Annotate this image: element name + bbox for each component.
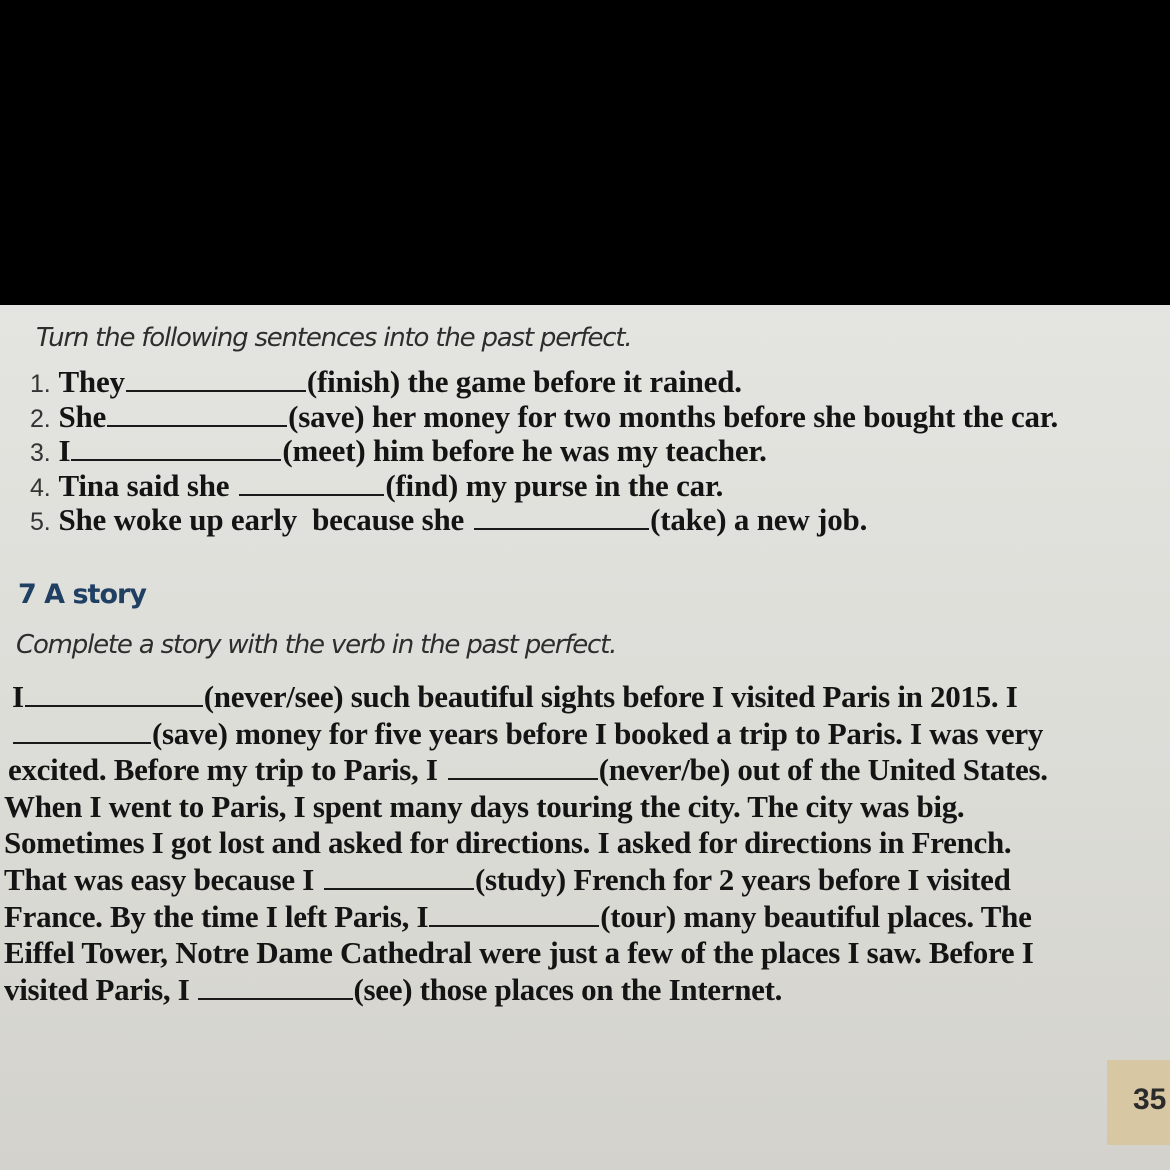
- exercise-item: [30, 365, 1058, 400]
- exercise-instruction: Turn the following sentences into the past perfect.: [36, 323, 632, 353]
- exercise-item: [30, 434, 1058, 469]
- story-text-after: (never/see) such beautiful sights before I visited Paris in 2015. I: [203, 679, 1018, 714]
- exercise-list: [30, 365, 1058, 538]
- item-number: 3.: [30, 439, 51, 467]
- story-text-after: (save) money for five years before I booked a trip to Paris. I was very: [152, 715, 1044, 751]
- story-text-before: I: [12, 679, 24, 714]
- story-text-after: (see) those places on the Internet.: [353, 971, 783, 1007]
- answer-blank[interactable]: [13, 720, 151, 744]
- answer-blank[interactable]: [474, 506, 649, 530]
- story-text-after: (study) French for 2 years before I visited: [475, 861, 1011, 897]
- item-number: 4.: [30, 473, 51, 502]
- story-line: [4, 716, 1048, 753]
- item-number: 2.: [30, 404, 51, 433]
- story-line: [4, 899, 1048, 936]
- story-line: [4, 935, 1048, 972]
- item-text-after: (meet) him before he was my teacher.: [282, 433, 767, 468]
- item-text-before: She: [58, 398, 107, 434]
- answer-blank[interactable]: [107, 403, 287, 427]
- item-text-before: I: [58, 433, 71, 468]
- page-number: 35: [1107, 1060, 1170, 1145]
- item-text-before: Tina said she: [58, 467, 230, 503]
- item-number: 5.: [30, 508, 51, 536]
- story-line: [4, 789, 1048, 826]
- answer-blank[interactable]: [324, 866, 474, 890]
- item-text-before: She woke up early because she: [58, 502, 465, 537]
- exercise-item: [30, 503, 1058, 538]
- answer-blank[interactable]: [25, 683, 203, 707]
- story-line: [4, 825, 1048, 862]
- exercise-item: [30, 469, 1058, 504]
- cut-off-heading: [60, 305, 67, 322]
- story-text-before: Sometimes I got lost and asked for directions. I asked for directions in French.: [4, 825, 1012, 861]
- item-text-after: (save) her money for two months before she bought the car.: [288, 398, 1059, 434]
- story-instruction: Complete a story with the verb in the past perfect.: [16, 630, 617, 660]
- story-text-before: When I went to Paris, I spent many days touring the city. The city was big.: [4, 788, 965, 824]
- answer-blank[interactable]: [448, 756, 598, 780]
- story-line: [4, 679, 1048, 716]
- textbook-page: [0, 305, 1170, 1170]
- item-text-after: (take) a new job.: [650, 502, 868, 537]
- exercise-item: [30, 400, 1058, 435]
- story-text-before: Eiffel Tower, Notre Dame Cathedral were just a few of the places I saw. Before I: [4, 935, 1034, 971]
- answer-blank[interactable]: [126, 368, 306, 392]
- story-line: [4, 752, 1048, 789]
- item-number: 1.: [30, 370, 51, 398]
- story-text-after: (tour) many beautiful places. The: [600, 898, 1032, 934]
- story-text-before: That was easy because I: [4, 861, 315, 897]
- story-line: [4, 862, 1048, 899]
- answer-blank[interactable]: [429, 903, 599, 927]
- story-text-before: excited. Before my trip to Paris, I: [8, 752, 438, 788]
- item-text-before: They: [58, 364, 125, 399]
- story-text-after: (never/be) out of the United States.: [598, 752, 1048, 788]
- story-line: [4, 972, 1048, 1009]
- item-text-after: (find) my purse in the car.: [385, 467, 724, 503]
- answer-blank[interactable]: [239, 472, 384, 496]
- item-text-after: (finish) the game before it rained.: [306, 364, 742, 399]
- story-text: [4, 679, 1048, 1008]
- answer-blank[interactable]: [71, 437, 281, 461]
- story-text-before: visited Paris, I: [4, 971, 190, 1007]
- answer-blank[interactable]: [198, 976, 353, 1000]
- section-title: 7 A story: [18, 579, 146, 610]
- story-text-before: France. By the time I left Paris, I: [4, 898, 429, 934]
